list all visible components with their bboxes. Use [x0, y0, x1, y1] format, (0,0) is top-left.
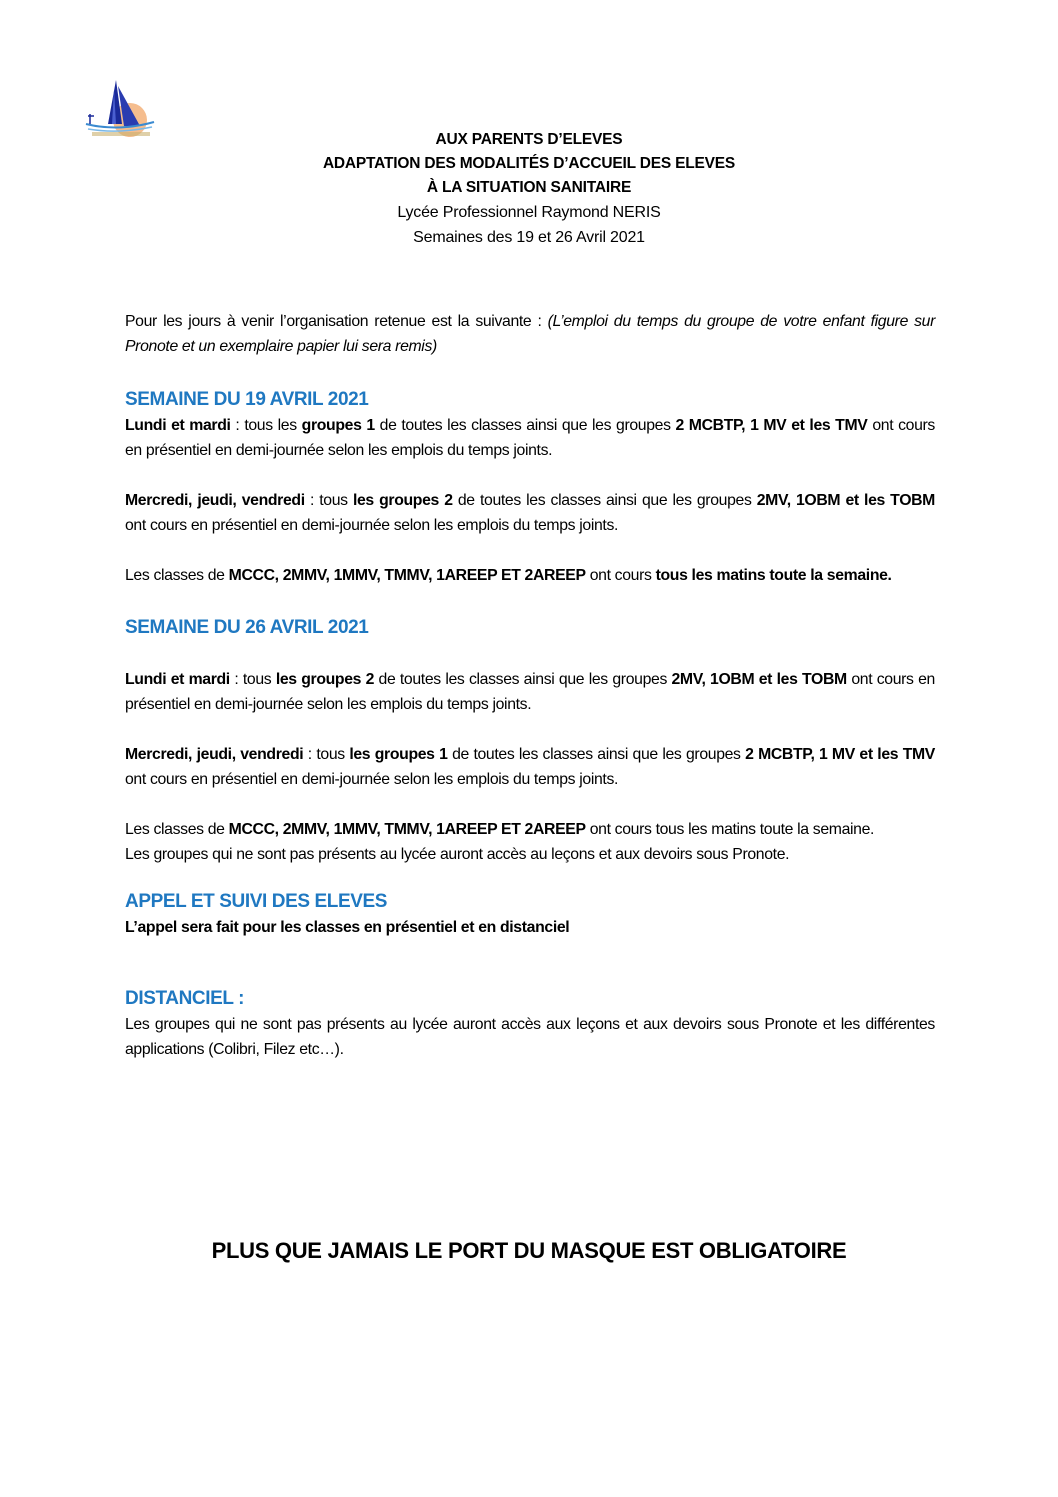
distanciel-text: Les groupes qui ne sont pas présents au lycée auront accès aux leçons et aux devoirs sous Pronote et les différentes applications (Colibri, Filez etc…). [125, 1016, 935, 1058]
header-subtitle: À LA SITUATION SANITAIRE [426, 179, 632, 196]
appel-heading: APPEL ET SUIVI DES ELEVES [125, 891, 388, 912]
appel-text: L’appel sera fait pour les classes en présentiel et en distanciel [125, 919, 570, 936]
week1-monday-tuesday: Lundi et mardi : tous les groupes 1 de toutes les classes ainsi que les groupes 2 MCBTP, 1 MV et les TMV ont cours en présentiel en demi-journée selon les emplois du temps joints. [125, 417, 935, 459]
mask-mandatory-notice: PLUS QUE JAMAIS LE PORT DU MASQUE EST OBLIGATOIRE [211, 1238, 847, 1263]
document-body [125, 309, 935, 1062]
header-school: Lycée Professionnel Raymond NERIS [397, 204, 661, 221]
document-header [0, 128, 1058, 250]
header-title: ADAPTATION DES MODALITÉS D’ACCUEIL DES ELEVES [322, 155, 736, 172]
week1-wed-fri: Mercredi, jeudi, vendredi : tous les groupes 2 de toutes les classes ainsi que les groupes 2MV, 1OBM et les TOBM ont cours en présentiel en demi-journée selon les emplois du temps joints. [125, 492, 935, 534]
intro-paragraph: Pour les jours à venir l’organisation retenue est la suivante : (L’emploi du temps du groupe de votre enfant figure sur Pronote et un exemplaire papier lui sera remis) [125, 313, 935, 355]
header-dates: Semaines des 19 et 26 Avril 2021 [413, 229, 645, 246]
week2-wed-fri: Mercredi, jeudi, vendredi : tous les groupes 1 de toutes les classes ainsi que les groupes 2 MCBTP, 1 MV et les TMV ont cours en présentiel en demi-journée selon les emplois du temps joints. [125, 746, 935, 788]
week2-classes: Les classes de MCCC, 2MMV, 1MMV, TMMV, 1AREEP ET 2AREEP ont cours tous les matins toute la semaine. [125, 821, 875, 838]
week1-heading: SEMAINE DU 19 AVRIL 2021 [125, 389, 369, 410]
week2-monday-tuesday: Lundi et mardi : tous les groupes 2 de toutes les classes ainsi que les groupes 2MV, 1OBM et les TOBM ont cours en présentiel en demi-journée selon les emplois du temps joints. [125, 671, 935, 713]
week2-remote-note: Les groupes qui ne sont pas présents au lycée auront accès au leçons et aux devoirs sous Pronote. [125, 846, 790, 863]
week1-classes: Les classes de MCCC, 2MMV, 1MMV, TMMV, 1AREEP ET 2AREEP ont cours tous les matins toute la semaine. [125, 567, 892, 584]
intro-note: (L’emploi du temps du groupe de votre enfant figure sur Pronote et un exemplaire papier lui sera remis) [125, 313, 935, 355]
header-recipients: AUX PARENTS D’ELEVES [435, 131, 623, 148]
distanciel-heading: DISTANCIEL : [125, 988, 245, 1009]
week2-heading: SEMAINE DU 26 AVRIL 2021 [125, 617, 369, 638]
